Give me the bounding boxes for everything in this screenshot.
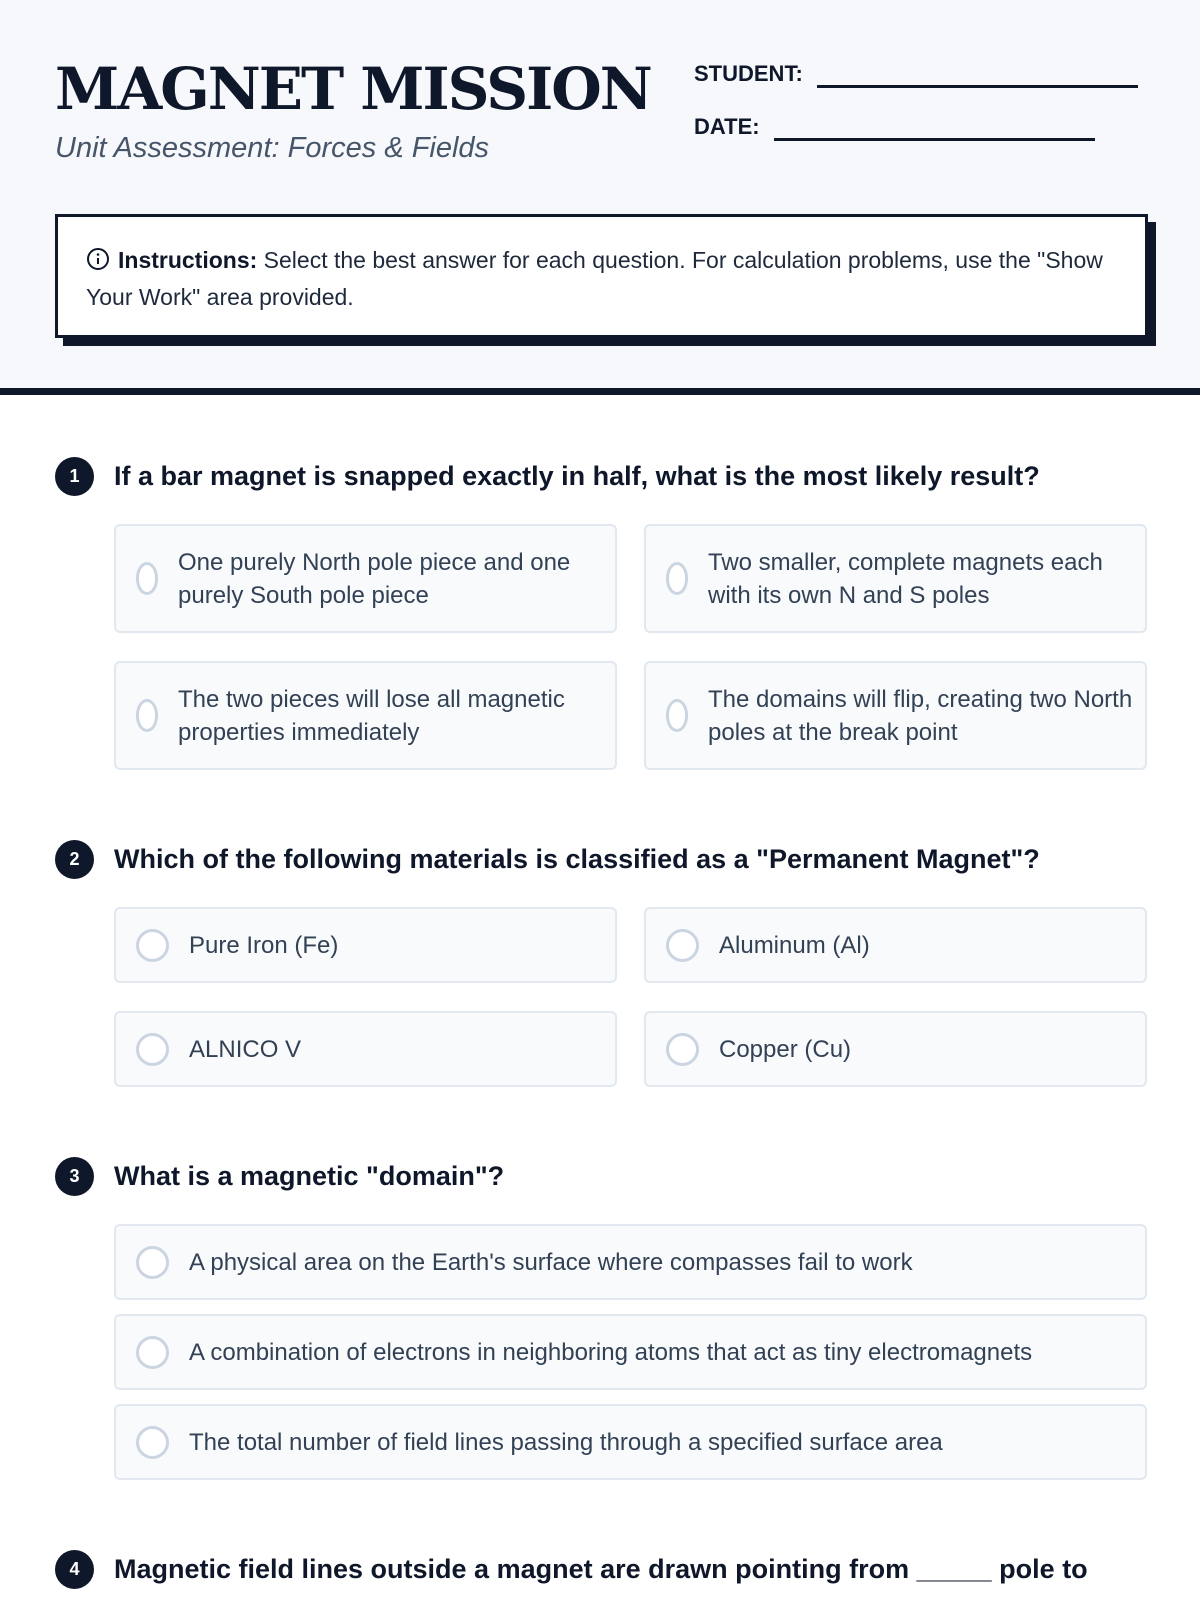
answer-option[interactable] (114, 1011, 617, 1087)
radio-button[interactable] (666, 929, 699, 962)
student-field (694, 60, 1138, 88)
option-label: Aluminum (Al) (719, 931, 870, 959)
page-title: MAGNET MISSION (55, 55, 651, 123)
option-label: Copper (Cu) (719, 1035, 852, 1063)
option-label: A physical area on the Earth's surface where compasses fail to work (189, 1248, 913, 1276)
date-label: DATE: (694, 114, 760, 139)
answer-option[interactable] (114, 1224, 1147, 1300)
student-label: STUDENT: (694, 61, 803, 86)
question-text: If a bar magnet is snapped exactly in half, what is the most likely result? (114, 461, 1040, 491)
radio-button[interactable] (136, 1246, 169, 1279)
instructions-label: Instructions: (118, 247, 258, 273)
answer-option[interactable] (114, 907, 617, 983)
radio-button[interactable] (666, 699, 688, 732)
answer-option[interactable] (644, 1011, 1147, 1087)
radio-button[interactable] (136, 1336, 169, 1369)
option-label: The two pieces will lose all magnetic properties immediately (178, 685, 565, 746)
option-label: The domains will flip, creating two North poles at the break point (708, 685, 1133, 746)
option-label: One purely North pole piece and one purely South pole piece (178, 548, 571, 609)
radio-button[interactable] (136, 699, 158, 732)
date-line[interactable] (774, 117, 1095, 141)
radio-button[interactable] (666, 1033, 699, 1066)
answer-option[interactable] (114, 1404, 1147, 1480)
question-3 (55, 1157, 504, 1196)
answer-option[interactable] (114, 661, 617, 770)
question-text: What is a magnetic "domain"? (114, 1161, 505, 1191)
question-4 (55, 1550, 1088, 1589)
question-number: 2 (55, 840, 94, 879)
option-label: Two smaller, complete magnets each with its own N and S poles (708, 548, 1103, 609)
radio-button[interactable] (136, 562, 158, 595)
option-label: Pure Iron (Fe) (189, 931, 339, 959)
student-name-line[interactable] (817, 64, 1138, 88)
date-field (694, 113, 1095, 141)
instructions-text: Select the best answer for each question. For calculation problems, use the "Show Your Work" area provided. (86, 247, 1103, 310)
radio-button[interactable] (136, 929, 169, 962)
question-number: 1 (55, 457, 94, 496)
radio-button[interactable] (136, 1033, 169, 1066)
question-1 (55, 457, 1040, 496)
answer-option[interactable] (644, 524, 1147, 633)
question-number: 3 (55, 1157, 94, 1196)
question-text: Which of the following materials is classified as a "Permanent Magnet"? (114, 844, 1040, 874)
answer-option[interactable] (644, 661, 1147, 770)
page-subtitle: Unit Assessment: Forces & Fields (55, 132, 490, 164)
question-2 (55, 840, 1040, 879)
question-number: 4 (55, 1550, 94, 1589)
answer-option[interactable] (114, 524, 617, 633)
answer-option[interactable] (114, 1314, 1147, 1390)
option-label: The total number of field lines passing through a specified surface area (189, 1428, 943, 1456)
answer-option[interactable] (644, 907, 1147, 983)
radio-button[interactable] (666, 562, 688, 595)
radio-button[interactable] (136, 1426, 169, 1459)
option-label: ALNICO V (189, 1035, 302, 1063)
question-text: Magnetic field lines outside a magnet are drawn pointing from _____ pole to (114, 1554, 1088, 1584)
info-icon (86, 246, 110, 280)
worksheet-header (0, 0, 1200, 395)
option-label: A combination of electrons in neighboring atoms that act as tiny electromagnets (189, 1338, 1033, 1366)
instructions-box (55, 214, 1148, 338)
